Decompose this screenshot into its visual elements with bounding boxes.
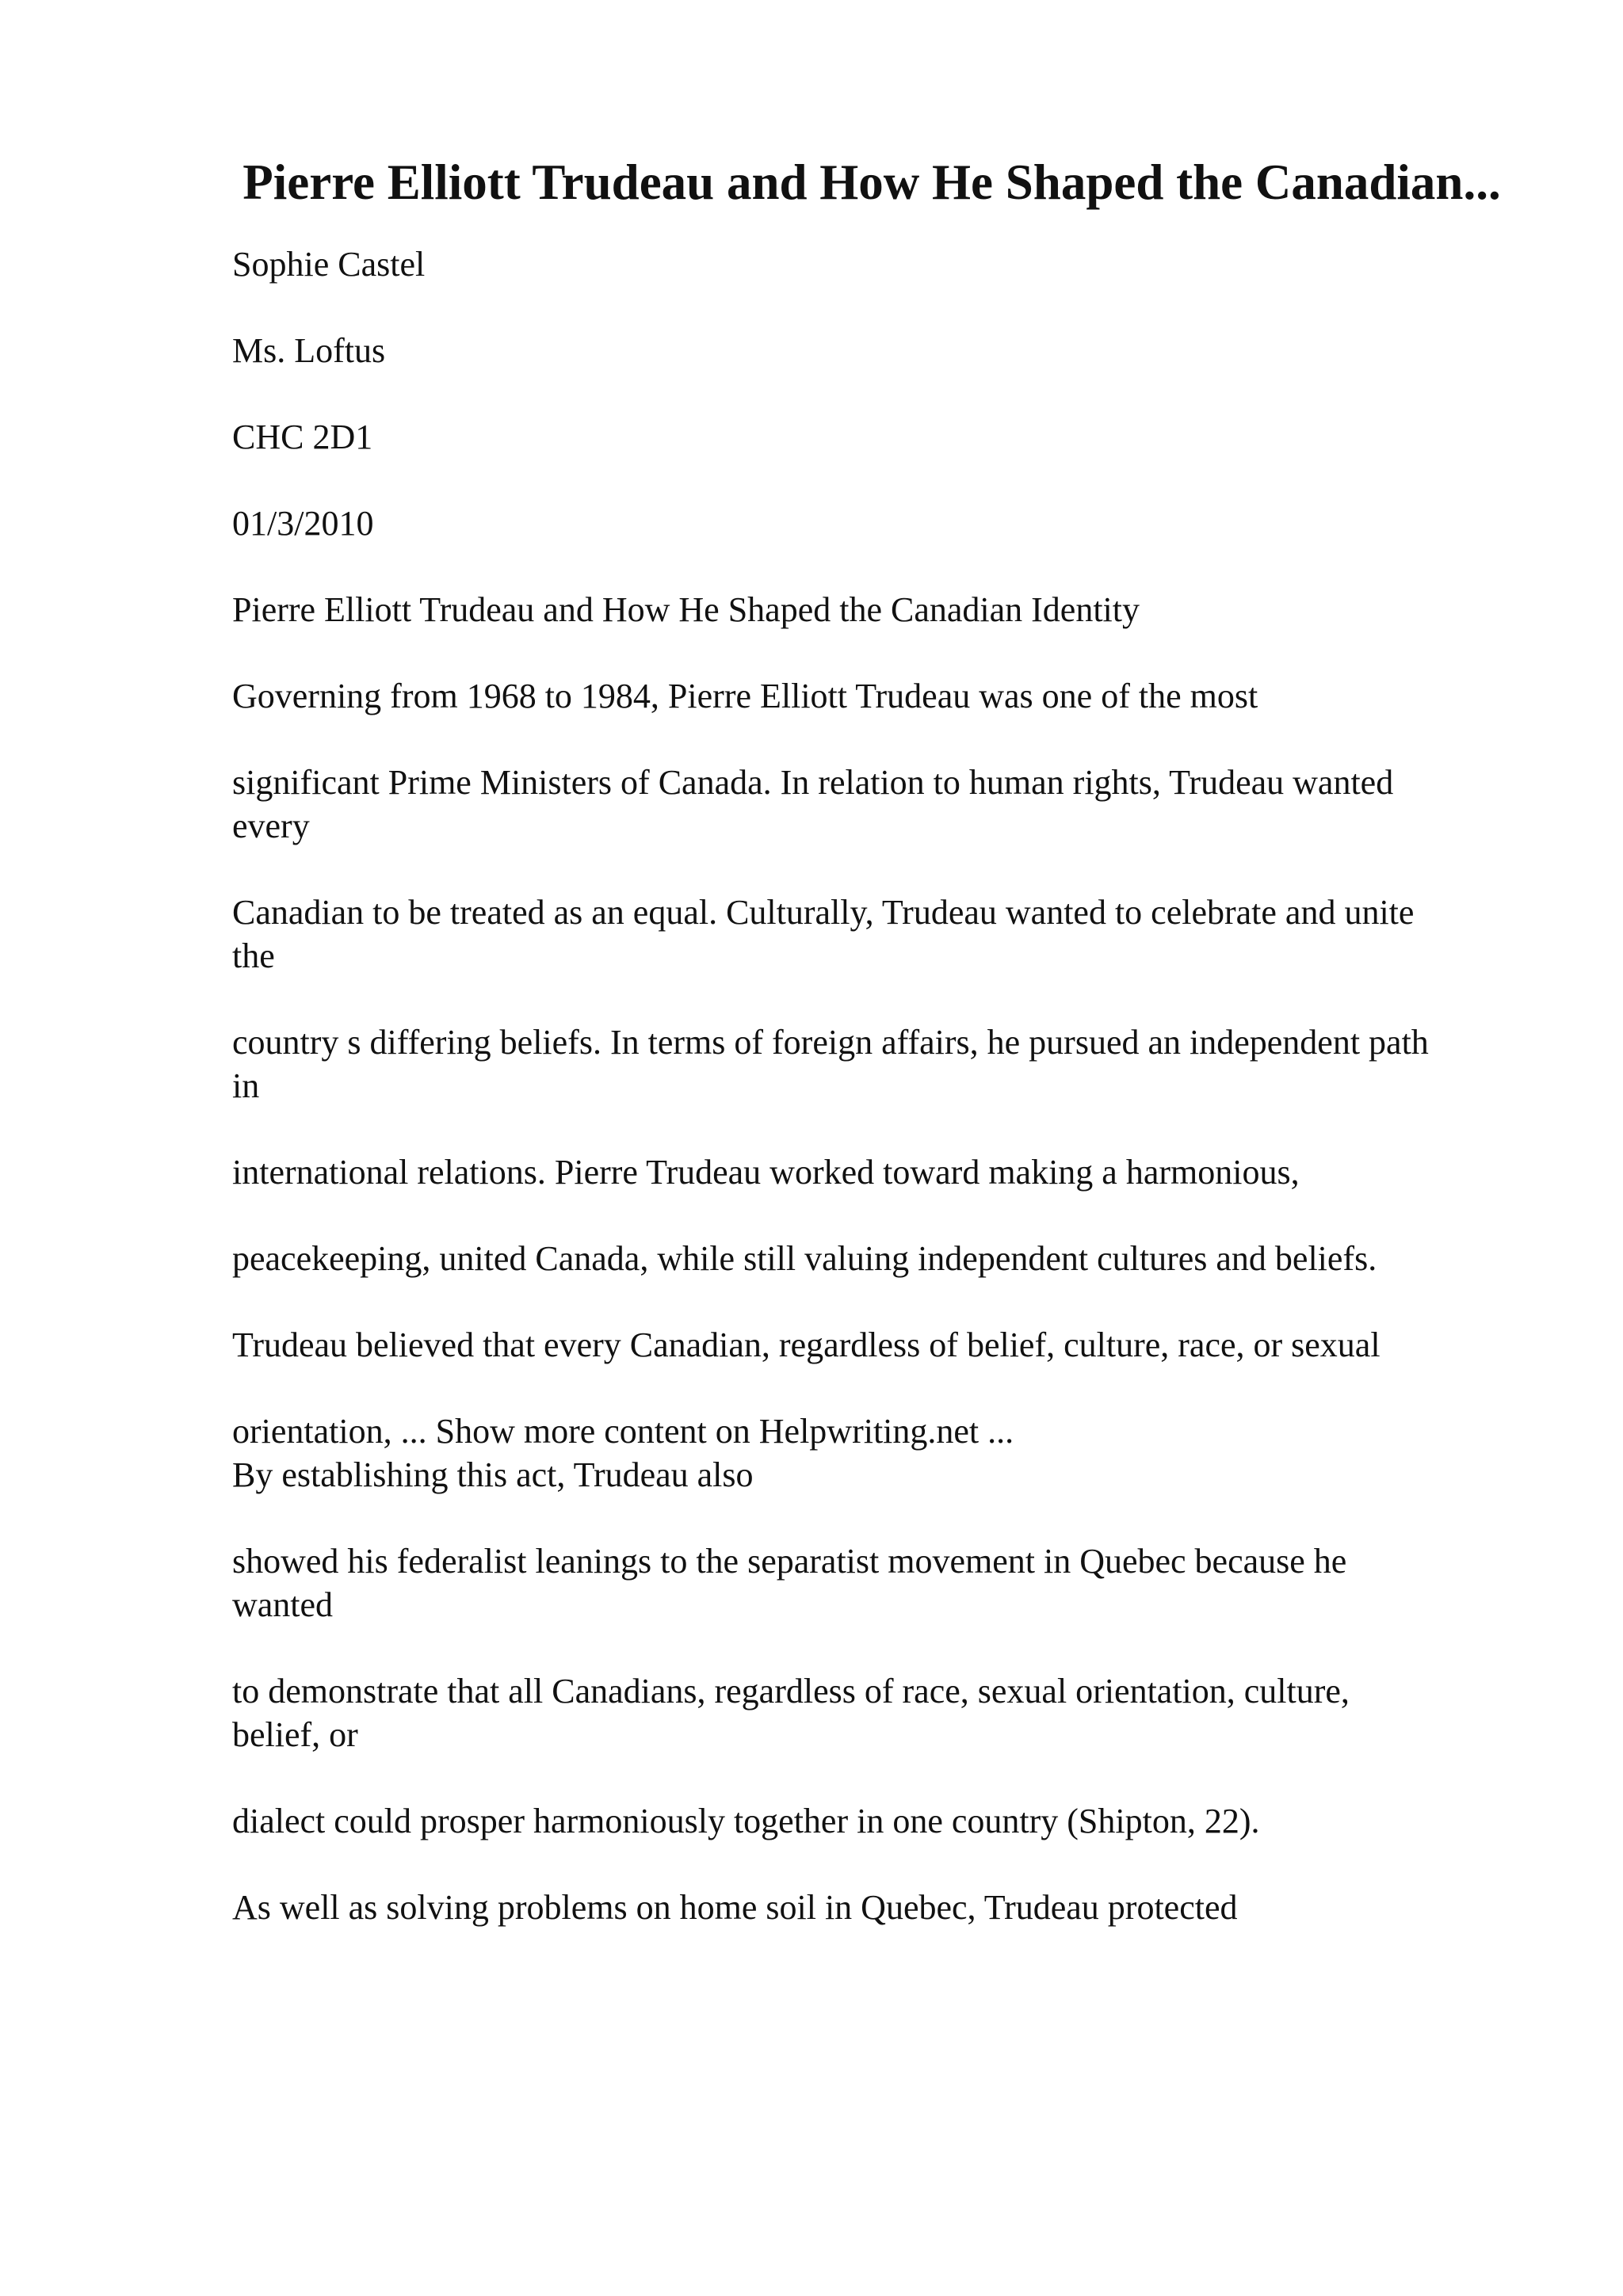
body-line: dialect could prosper harmoniously together in one country (Shipton, 22). (232, 1802, 1260, 1840)
body-line: peacekeeping, united Canada, while still valuing independent cultures and beliefs. (232, 1239, 1377, 1278)
body-line-wrap: every (232, 807, 310, 845)
body-line-text: showed his federalist leanings to the separatist movement in Quebec because he (232, 1542, 1347, 1581)
body-line-text: Canadian to be treated as an equal. Culturally, Trudeau wanted to celebrate and unite (232, 893, 1415, 932)
essay-title-line: Pierre Elliott Trudeau and How He Shaped the Canadian Identity (232, 590, 1140, 629)
body-line-text: significant Prime Ministers of Canada. In relation to human rights, Trudeau wanted (232, 763, 1394, 802)
body-line-text: to demonstrate that all Canadians, regardless of race, sexual orientation, culture, (232, 1672, 1350, 1711)
course-line: CHC 2D1 (232, 418, 373, 456)
body-line: Trudeau believed that every Canadian, regardless of belief, culture, race, or sexual (232, 1325, 1381, 1364)
body-line-wrap: By establishing this act, Trudeau also (232, 1455, 754, 1494)
body-line (232, 1539, 1346, 1627)
body-line (232, 1409, 1014, 1497)
show-more-line: orientation, ... Show more content on Helpwriting.net ... (232, 1412, 1014, 1451)
body-line-text: country s differing beliefs. In terms of foreign affairs, he pursued an independent path (232, 1023, 1429, 1062)
body-line (232, 1020, 1429, 1108)
body-line: Governing from 1968 to 1984, Pierre Elliott Trudeau was one of the most (232, 677, 1258, 715)
body-line-wrap: wanted (232, 1585, 334, 1624)
body-line (232, 761, 1393, 848)
author-line: Sophie Castel (232, 245, 426, 284)
body-line (232, 1669, 1350, 1756)
document-title: Pierre Elliott Trudeau and How He Shaped the Canadian... (242, 154, 1501, 210)
body-line: international relations. Pierre Trudeau worked toward making a harmonious, (232, 1153, 1300, 1192)
body-line (232, 891, 1414, 978)
body-line-wrap: in (232, 1066, 260, 1105)
date-line: 01/3/2010 (232, 504, 374, 543)
body-line-wrap: the (232, 936, 275, 975)
body-line-wrap: belief, or (232, 1715, 358, 1754)
body-line: As well as solving problems on home soil in Quebec, Trudeau protected (232, 1888, 1238, 1927)
teacher-line: Ms. Loftus (232, 331, 386, 370)
